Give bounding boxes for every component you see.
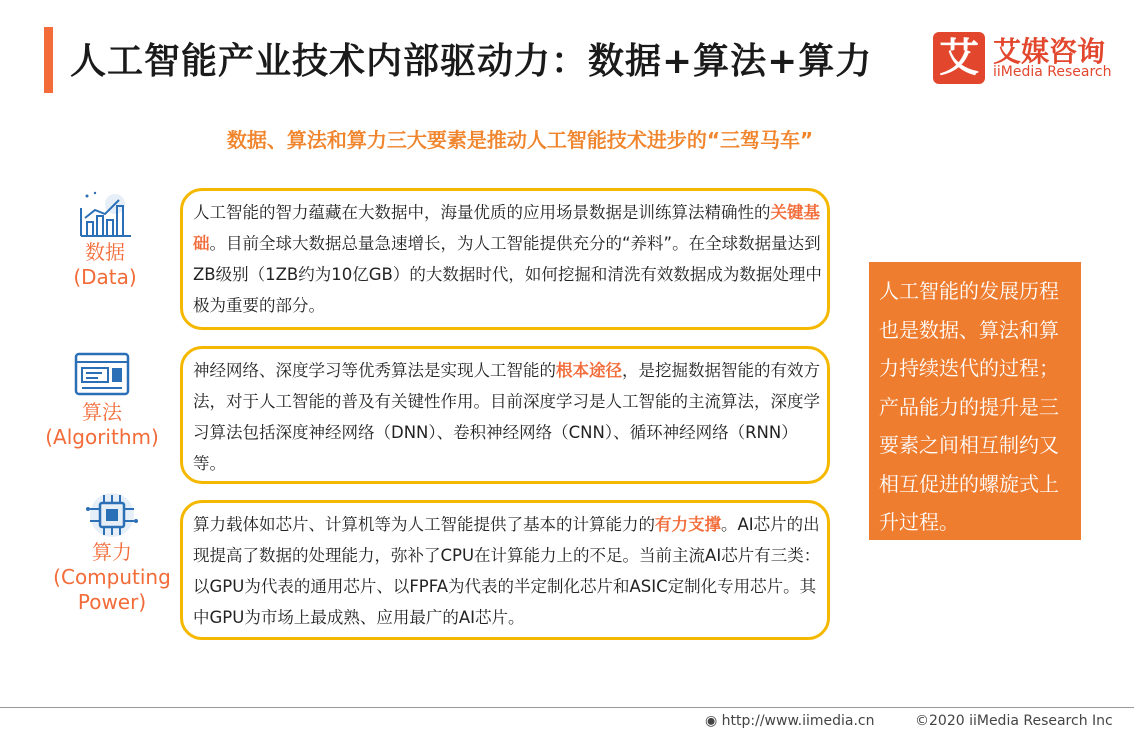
footer-copyright: ©2020 iiMedia Research Inc (915, 713, 1113, 729)
category-data (60, 190, 150, 290)
footer-url[interactable]: http://www.iimedia.cn (721, 713, 875, 729)
algorithm-highlight: 根本途径 (556, 361, 622, 380)
footer-url-wrap (705, 713, 874, 729)
algorithm-text-after: ，是挖掘数据智能的有效方法，对于人工智能的普及有关键性作用。目前深度学习是人工智能的主流算法，深度学习算法包括深度神经网络（DNN）、卷积神经网络（CNN）、循环神经网络（RNN）等。 (193, 361, 820, 473)
logo (933, 28, 1123, 88)
data-highlight: 关键基础 (193, 203, 820, 253)
logo-mark-icon: 艾 (933, 32, 985, 84)
bar-chart-icon (75, 190, 135, 240)
monitor-icon (72, 350, 132, 400)
category-algorithm-label-cn: 算法 (82, 400, 122, 424)
category-computing-label-cn: 算力 (92, 540, 132, 564)
title-accent-bar (44, 27, 53, 93)
chip-icon (82, 490, 142, 540)
algorithm-description-box (180, 346, 830, 484)
computing-text-before: 算力载体如芯片、计算机等为人工智能提供了基本的计算能力的 (193, 515, 655, 534)
logo-name-cn: 艾媒咨询 (993, 35, 1106, 68)
category-data-label-en: (Data) (73, 265, 137, 289)
footer-divider (0, 707, 1134, 708)
category-computing-label-en-1: (Computing (53, 565, 171, 589)
category-algorithm-label-en: (Algorithm) (45, 425, 159, 449)
logo-name-en: iiMedia Research (993, 64, 1112, 80)
page-title: 人工智能产业技术内部驱动力：数据+算法+算力 (70, 41, 873, 82)
side-note: 人工智能的发展历程也是数据、算法和算力持续迭代的过程；产品能力的提升是三要素之间相互制约又相互促进的螺旋式上升过程。 (869, 262, 1081, 540)
algorithm-text-before: 神经网络、深度学习等优秀算法是实现人工智能的 (193, 361, 556, 380)
data-description-box (180, 188, 830, 330)
data-text-before: 人工智能的智力蕴藏在大数据中，海量优质的应用场景数据是训练算法精确性的 (193, 203, 771, 222)
globe-icon: ◉ (705, 713, 718, 729)
computing-highlight: 有力支撑 (655, 515, 721, 534)
category-computing-label-en-2: Power) (77, 590, 147, 614)
category-computing-power (50, 490, 174, 615)
subtitle: 数据、算法和算力三大要素是推动人工智能技术进步的“三驾马车” (226, 128, 814, 152)
computing-text-after: 。AI芯片的出现提高了数据的处理能力，弥补了CPU在计算能力上的不足。当前主流AI芯片有三类：以GPU为代表的通用芯片、以FPFA为代表的半定制化芯片和ASIC定制化专用芯片。其中GPU为市场上最成熟、应用最广的AI芯片。 (193, 515, 821, 627)
category-data-label-cn: 数据 (85, 240, 125, 264)
computing-description-box (180, 500, 830, 640)
category-algorithm (40, 350, 164, 450)
data-text-after: 。目前全球大数据总量急速增长，为人工智能提供充分的“养料”。在全球数据量达到ZB级别（1ZB约为10亿GB）的大数据时代，如何挖掘和清洗有效数据成为数据处理中极为重要的部分。 (193, 234, 822, 315)
